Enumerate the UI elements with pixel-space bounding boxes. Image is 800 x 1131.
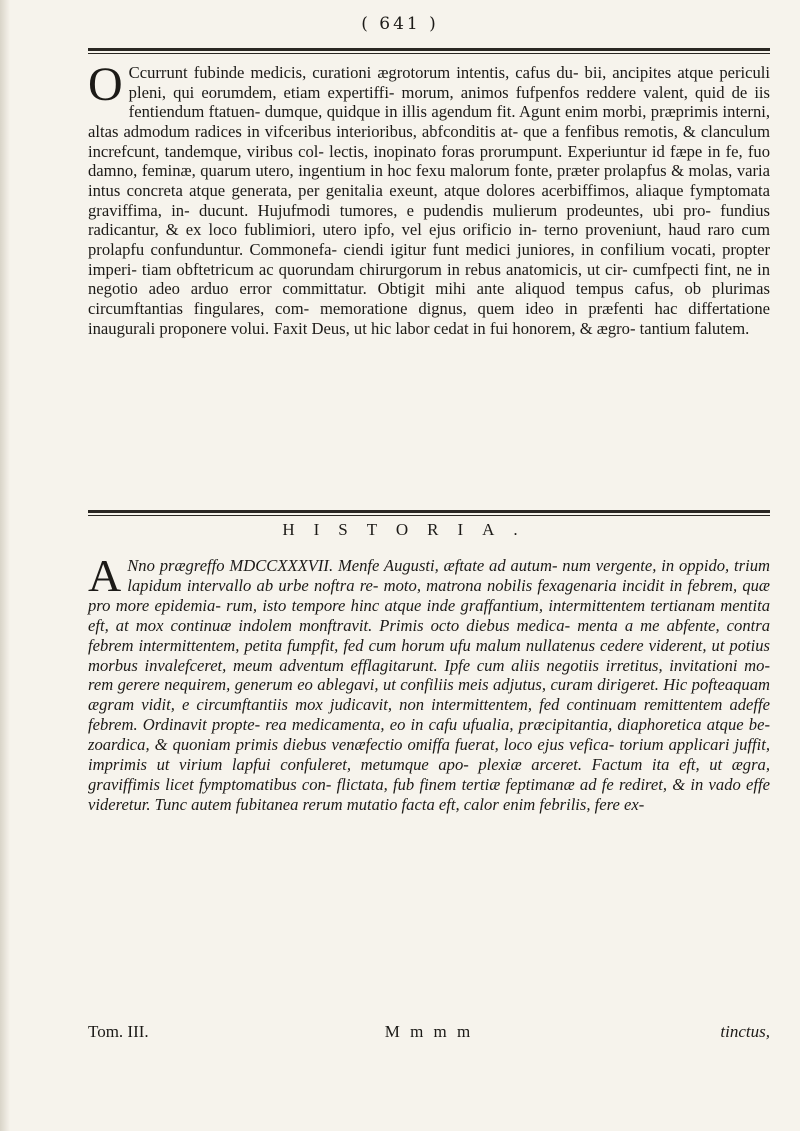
drop-initial-A: A (88, 550, 122, 601)
scan-shadow-edge (0, 0, 10, 1131)
preface-text: Ccurrunt fubinde medicis, curationi ægrotorum intentis, cafus du- bii, ancipites atque periculi pleni, qui eorumdem, etiam expertiffi- morum, animos fufpenfos reddere valent, quid de iis fentiendum ftatuen- dumque, quidque in illis agendum fit. Agunt enim morbi, præprimis interni, altas admodum radices in vifceribus interioribus, abfconditis at- que a fenfibus remotis, & clanculum increfcunt, tandemque, viribus col- lectis, inopinato foras prorumpunt. Experiuntur id fæpe in fe, fuo damno, feminæ, quarum utero, ingentium in hoc fexu malorum fonte, præter prolapfus & molas, varia intus concreta atque generata, per genitalia exeunt, atque dolores acerbiffimos, aliaque fymptomata graviffima, in- ducunt. Hujufmodi tumores, e pudendis mulierum prodeuntes, ubi pro- fundius radicantur, & ex loco fublimiori, utero ipfo, vel ejus orificio in- terno proveniunt, haud raro cum prolapfu confunduntur. Commonefa- ciendi igitur funt medici juniores, in confilium vocati, propter imperi- tiam obftetricum ac quorundam chirurgorum in rebus anatomicis, ut cir- cumfpecti fint, ne in negotio adeo arduo error committatur. Obtigit mihi ante aliquod tempus cafus, ob plurimas circumftantias fingulares, com- memoratione dignus, quem ideo in præfenti hac differtatione inaugurali proponere volui. Faxit Deus, ut hic labor cedat in fui honorem, & ægro- tantium falutem. (88, 63, 770, 338)
signature-mark: M m m m (384, 1022, 474, 1041)
catchword: tinctus, (720, 1022, 770, 1041)
page-number: ( 641 ) (361, 14, 439, 34)
section-rule-thick (88, 510, 770, 513)
top-rule-thin (88, 53, 770, 54)
historia-text: Nno prægreffo MDCCXXXVII. Menfe Augusti, æftate ad autum- num vergente, in oppido, trium lapidum intervallo ab urbe noftra re- moto, matrona nobilis fexagenaria incidit in febrem, quæ pro more epidemia- rum, isto tempore hinc atque inde graffantium, intermittentem tertianam mentita eft, at mox continuæ indolem monftravit. Primis octo diebus medica- menta a me abfente, contra febrem intermittentem, petita fumpfit, fed cum horum ufu malum nullatenus cedere viderent, ut potius morbus invalefceret, meum adventum efflagitarunt. Ipfe cum aliis negotiis irretitus, invitationi mo- rem gerere nequirem, generum eo ablegavi, ut confiliis meis adjutus, curam dirigeret. Hic pofteaquam ægram vidit, e circumftantiis mox judicavit, non intermittentem, fed continuam remittentem adeffe febrem. Ordinavit propte- rea medicamenta, eo in cafu ufualia, præcipitantia, diaphoretica atque be- zoardica, & quoniam primis diebus venæfectio omiffa fuerat, loco ejus vefica- torium applicari juffit, imprimis ut virium lapfui confuleret, metumque apo- plexiæ arceret. Factum ita eft, ut ægra, graviffimis licet fymptomatibus con- flictata, fub finem tertiæ feptimanæ ad fe rediret, & in vado effe videretur. Tunc autem fubitanea rerum mutatio facta eft, calor enim febrilis, fere ex- (88, 556, 770, 814)
historia-paragraph (88, 550, 770, 815)
preface-paragraph (88, 58, 770, 338)
section-heading-historia: HISTORIA. (282, 520, 537, 539)
volume-label: Tom. III. (88, 1022, 149, 1041)
top-rule-thick (88, 48, 770, 51)
drop-initial-O: O (88, 58, 123, 111)
section-rule-thin (88, 515, 770, 516)
